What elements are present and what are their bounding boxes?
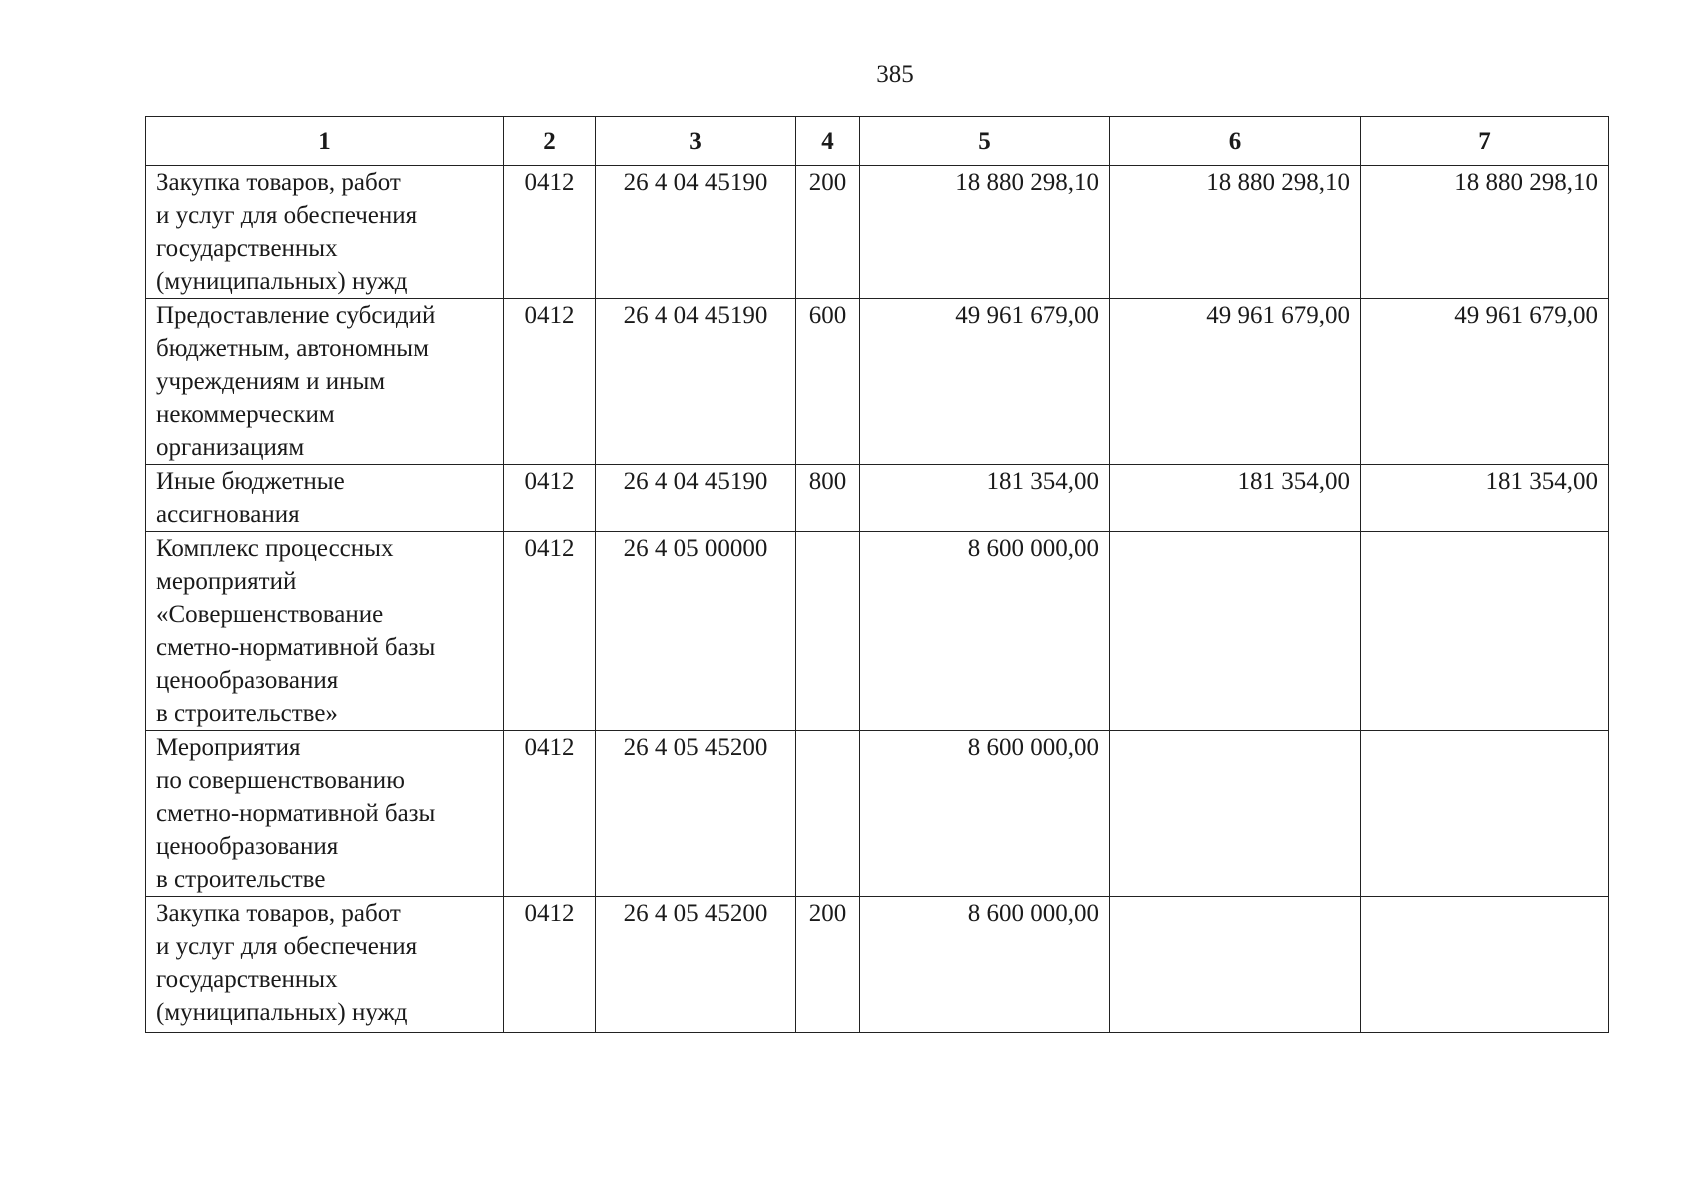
item-name-line: «Совершенствование (156, 601, 384, 628)
amount-col6-cell (1110, 731, 1361, 897)
item-name-line: ценообразования (156, 833, 339, 860)
target-article-cell: 26 4 05 45200 (596, 731, 796, 897)
amount-col6-cell: 49 961 679,00 (1110, 299, 1361, 465)
item-name-line: ассигнования (156, 501, 300, 528)
amount-col6-cell (1110, 897, 1361, 1033)
amount-col5-cell: 49 961 679,00 (860, 299, 1110, 465)
expense-type-cell (796, 731, 860, 897)
header-cell: 7 (1361, 117, 1609, 166)
item-name-line: Закупка товаров, работ (156, 169, 401, 196)
header-cell: 1 (146, 117, 504, 166)
item-name-line: Комплекс процессных (156, 535, 394, 562)
section-code-cell: 0412 (504, 731, 596, 897)
item-name-line: организациям (156, 434, 305, 461)
item-name-line: (муниципальных) нужд (156, 268, 408, 295)
item-name-line: государственных (156, 235, 338, 262)
amount-col5-cell: 8 600 000,00 (860, 731, 1110, 897)
item-name-cell (146, 166, 504, 299)
item-name-cell (146, 299, 504, 465)
amount-col7-cell: 181 354,00 (1361, 465, 1609, 532)
item-name-line: учреждениям и иным (156, 368, 386, 395)
expense-type-cell: 800 (796, 465, 860, 532)
item-name-cell (146, 465, 504, 532)
amount-col7-cell: 18 880 298,10 (1361, 166, 1609, 299)
expense-type-cell: 200 (796, 166, 860, 299)
table-row (146, 299, 1609, 465)
target-article-cell: 26 4 05 45200 (596, 897, 796, 1033)
item-name-line: государственных (156, 966, 338, 993)
item-name-line: ценообразования (156, 667, 339, 694)
header-cell: 3 (596, 117, 796, 166)
header-row (146, 117, 1609, 166)
item-name-cell (146, 731, 504, 897)
header-cell: 2 (504, 117, 596, 166)
item-name-cell (146, 897, 504, 1033)
expense-type-cell (796, 532, 860, 731)
item-name-line: Мероприятия (156, 734, 301, 761)
amount-col6-cell: 181 354,00 (1110, 465, 1361, 532)
section-code-cell: 0412 (504, 465, 596, 532)
target-article-cell: 26 4 05 00000 (596, 532, 796, 731)
section-code-cell: 0412 (504, 299, 596, 465)
table-row (146, 532, 1609, 731)
item-name-line: в строительстве (156, 866, 326, 893)
item-name-line: Иные бюджетные (156, 468, 345, 495)
item-name-line: мероприятий (156, 568, 297, 595)
header-cell: 6 (1110, 117, 1361, 166)
item-name-line: сметно-нормативной базы (156, 800, 436, 827)
amount-col6-cell: 18 880 298,10 (1110, 166, 1361, 299)
item-name-line: Закупка товаров, работ (156, 900, 401, 927)
item-name-line: и услуг для обеспечения (156, 933, 418, 960)
header-cell: 5 (860, 117, 1110, 166)
table-row (146, 731, 1609, 897)
section-code-cell: 0412 (504, 897, 596, 1033)
amount-col5-cell: 181 354,00 (860, 465, 1110, 532)
item-name-line: некоммерческим (156, 401, 335, 428)
table-row (146, 166, 1609, 299)
target-article-cell: 26 4 04 45190 (596, 465, 796, 532)
item-name-line: сметно-нормативной базы (156, 634, 436, 661)
amount-col7-cell (1361, 532, 1609, 731)
section-code-cell: 0412 (504, 166, 596, 299)
item-name-cell (146, 532, 504, 731)
amount-col7-cell (1361, 731, 1609, 897)
table-row (146, 465, 1609, 532)
amount-col5-cell: 18 880 298,10 (860, 166, 1110, 299)
budget-table (145, 116, 1609, 1033)
section-code-cell: 0412 (504, 532, 596, 731)
amount-col5-cell: 8 600 000,00 (860, 532, 1110, 731)
expense-type-cell: 600 (796, 299, 860, 465)
item-name-line: бюджетным, автономным (156, 335, 429, 362)
amount-col6-cell (1110, 532, 1361, 731)
target-article-cell: 26 4 04 45190 (596, 166, 796, 299)
expense-type-cell: 200 (796, 897, 860, 1033)
amount-col7-cell: 49 961 679,00 (1361, 299, 1609, 465)
page-number: 385 (876, 61, 914, 88)
target-article-cell: 26 4 04 45190 (596, 299, 796, 465)
amount-col7-cell (1361, 897, 1609, 1033)
item-name-line: и услуг для обеспечения (156, 202, 418, 229)
item-name-line: (муниципальных) нужд (156, 999, 408, 1026)
table-row (146, 897, 1609, 1033)
amount-col5-cell: 8 600 000,00 (860, 897, 1110, 1033)
item-name-line: Предоставление субсидий (156, 302, 436, 329)
item-name-line: в строительстве» (156, 700, 338, 727)
item-name-line: по совершенствованию (156, 767, 405, 794)
header-cell: 4 (796, 117, 860, 166)
